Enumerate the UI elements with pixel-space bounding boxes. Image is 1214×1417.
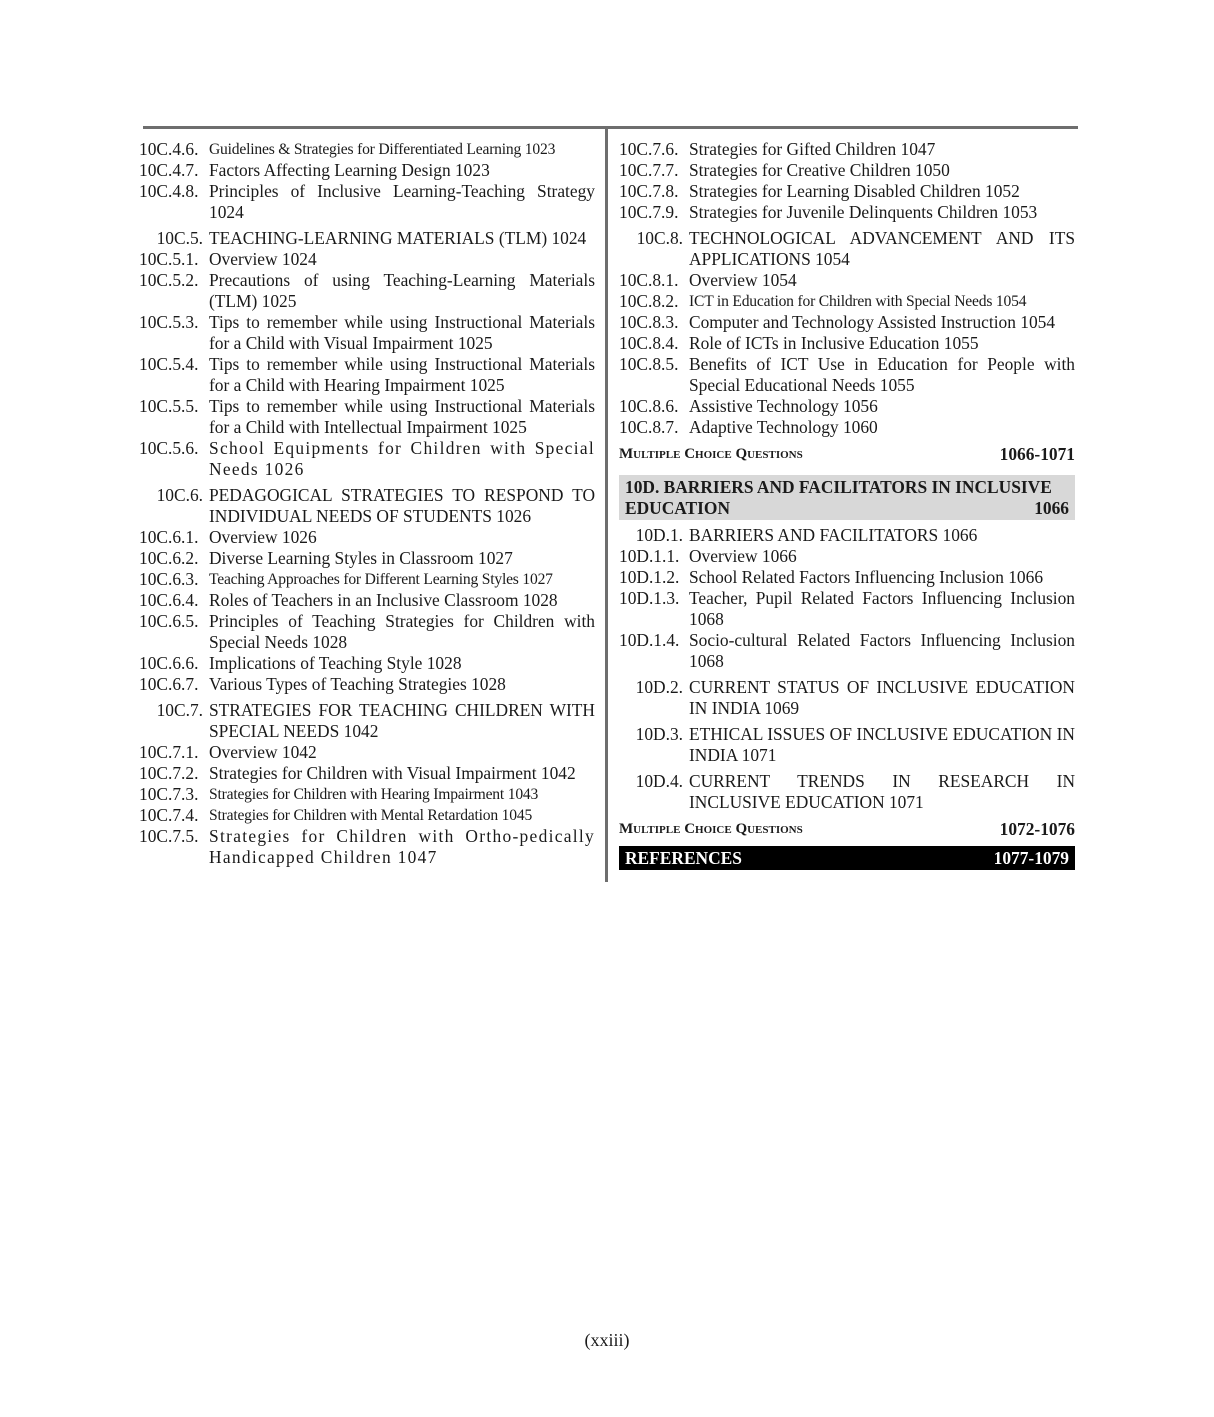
chapter-title-line2: EDUCATION [625, 498, 730, 518]
entry-number: 10C.4.8. [139, 181, 199, 201]
toc-entry[interactable] [139, 763, 595, 784]
entry-title: Strategies for Children with Visual Impairment 1042 [209, 763, 576, 783]
entry-title: CURRENT TRENDS IN RESEARCH IN INCLUSIVE EDUCATION 1071 [689, 771, 1075, 812]
toc-entry[interactable] [139, 590, 595, 611]
entry-title: Benefits of ICT Use in Education for People with Special Educational Needs 1055 [689, 354, 1075, 395]
mcq-label: Multiple Choice Questions [619, 446, 803, 462]
entry-title: Principles of Teaching Strategies for Children with Special Needs 1028 [209, 611, 595, 652]
entry-title: Precautions of using Teaching-Learning Materials (TLM) 1025 [209, 270, 595, 311]
toc-entry[interactable] [139, 396, 595, 438]
entry-title: Strategies for Gifted Children 1047 [689, 139, 936, 159]
entry-title: BARRIERS AND FACILITATORS 1066 [689, 525, 978, 545]
entry-title: Tips to remember while using Instructional Materials for a Child with Hearing Impairment 1025 [209, 354, 595, 395]
entry-number: 10C.8.3. [619, 312, 679, 332]
toc-entry[interactable] [139, 270, 595, 312]
entry-number: 10C.6.6. [139, 653, 199, 673]
entry-title: Overview 1026 [209, 527, 317, 547]
mcq-pages: 1066-1071 [999, 444, 1075, 464]
toc-entry[interactable] [619, 567, 1075, 588]
toc-entry[interactable] [139, 139, 595, 160]
toc-entry[interactable] [619, 160, 1075, 181]
entry-number: 10C.8.5. [619, 354, 679, 374]
toc-entry[interactable] [139, 249, 595, 270]
page-number: (xxiii) [584, 1330, 630, 1350]
entry-number: 10C.8. [636, 228, 683, 248]
entry-title: Role of ICTs in Inclusive Education 1055 [689, 333, 979, 353]
entry-title: Tips to remember while using Instructional Materials for a Child with Intellectual Impairment 1025 [209, 396, 595, 437]
entry-number: 10C.6.5. [139, 611, 199, 631]
toc-entry[interactable] [619, 630, 1075, 672]
entry-title: Diverse Learning Styles in Classroom 1027 [209, 548, 513, 568]
toc-entry[interactable] [139, 611, 595, 653]
entry-number: 10C.5.1. [139, 249, 199, 269]
entry-title: Strategies for Learning Disabled Children 1052 [689, 181, 1020, 201]
entry-number: 10C.5.5. [139, 396, 199, 416]
entry-number: 10D.3. [635, 724, 683, 744]
entry-number: 10D.4. [635, 771, 683, 791]
entry-number: 10C.8.1. [619, 270, 679, 290]
toc-entry[interactable] [619, 525, 1075, 546]
entry-title: Assistive Technology 1056 [689, 396, 878, 416]
entry-title: Principles of Inclusive Learning-Teaching Strategy 1024 [209, 181, 595, 222]
entry-number: 10C.6. [156, 485, 203, 505]
entry-title: PEDAGOGICAL STRATEGIES TO RESPOND TO INDIVIDUAL NEEDS OF STUDENTS 1026 [209, 485, 595, 526]
entry-number: 10C.5.2. [139, 270, 199, 290]
chapter-page: 1066 [1034, 498, 1069, 518]
entry-title: Adaptive Technology 1060 [689, 417, 878, 437]
entry-title: STRATEGIES FOR TEACHING CHILDREN WITH SPECIAL NEEDS 1042 [209, 700, 595, 741]
toc-entries-group-10d [619, 525, 1075, 813]
toc-left-column [139, 139, 595, 868]
toc-entry[interactable] [619, 181, 1075, 202]
entry-title: Computer and Technology Assisted Instruction 1054 [689, 312, 1056, 332]
entry-number: 10D.1.4. [619, 630, 680, 650]
entry-title: School Related Factors Influencing Inclusion 1066 [689, 567, 1044, 587]
entry-title: Socio-cultural Related Factors Influencing Inclusion 1068 [689, 630, 1075, 671]
entry-number: 10C.7.8. [619, 181, 679, 201]
entry-number: 10C.5.3. [139, 312, 199, 332]
entry-title: TECHNOLOGICAL ADVANCEMENT AND ITS APPLICATIONS 1054 [689, 228, 1075, 269]
entry-number: 10C.8.7. [619, 417, 679, 437]
toc-entry[interactable] [139, 527, 595, 548]
toc-entry[interactable] [139, 805, 595, 826]
entry-title: ETHICAL ISSUES OF INCLUSIVE EDUCATION IN INDIA 1071 [689, 724, 1075, 765]
toc-entry[interactable] [619, 354, 1075, 396]
toc-entry[interactable] [139, 569, 595, 590]
toc-entry[interactable] [619, 312, 1075, 333]
entry-number: 10D.1.2. [619, 567, 680, 587]
entry-number: 10C.6.1. [139, 527, 199, 547]
toc-entry[interactable] [139, 228, 595, 249]
entry-number: 10D.1. [635, 525, 683, 545]
toc-entry[interactable] [619, 588, 1075, 630]
entry-title: Teaching Approaches for Different Learning Styles 1027 [209, 571, 553, 588]
entry-title: Strategies for Juvenile Delinquents Children 1053 [689, 202, 1038, 222]
entry-number: 10D.1.1. [619, 546, 680, 566]
entry-number: 10C.5.6. [139, 438, 199, 458]
chapter-title-line1: 10D. BARRIERS AND FACILITATORS IN INCLUSIVE [625, 477, 1052, 497]
toc-entry[interactable] [139, 312, 595, 354]
references-label: REFERENCES [625, 848, 742, 868]
entry-title: ICT in Education for Children with Special Needs 1054 [689, 293, 1027, 310]
toc-entry[interactable] [139, 784, 595, 805]
entry-number: 10C.6.7. [139, 674, 199, 694]
entry-title: Strategies for Children with Ortho-pedically Handicapped Children 1047 [209, 826, 595, 867]
mcq-pages: 1072-1076 [999, 819, 1075, 839]
entry-number: 10C.7.5. [139, 826, 199, 846]
entry-number: 10C.5. [156, 228, 203, 248]
toc-entry[interactable] [619, 677, 1075, 719]
entry-number: 10C.7.3. [139, 784, 199, 804]
toc-entry[interactable] [139, 485, 595, 527]
toc-entry[interactable] [139, 354, 595, 396]
entry-title: Teacher, Pupil Related Factors Influencing Inclusion 1068 [689, 588, 1075, 629]
toc-entry[interactable] [139, 438, 595, 480]
toc-entry[interactable] [619, 546, 1075, 567]
toc-entry[interactable] [139, 653, 595, 674]
entry-number: 10D.2. [635, 677, 683, 697]
toc-entry[interactable] [619, 417, 1075, 438]
entry-title: Implications of Teaching Style 1028 [209, 653, 462, 673]
toc-entries-group-10c [619, 139, 1075, 438]
chapter-heading-10d[interactable] [619, 475, 1075, 520]
toc-entry[interactable] [619, 291, 1075, 312]
entry-number: 10C.6.2. [139, 548, 199, 568]
references-pages: 1077-1079 [993, 848, 1069, 868]
entry-title: Overview 1066 [689, 546, 797, 566]
toc-entry[interactable] [619, 724, 1075, 766]
entry-title: Guidelines & Strategies for Differentiated Learning 1023 [209, 141, 556, 158]
entry-number: 10C.8.4. [619, 333, 679, 353]
entry-title: TEACHING-LEARNING MATERIALS (TLM) 1024 [209, 228, 587, 248]
entry-title: Roles of Teachers in an Inclusive Classroom 1028 [209, 590, 558, 610]
column-divider [605, 126, 608, 882]
entry-number: 10C.7.6. [619, 139, 679, 159]
entry-number: 10C.8.6. [619, 396, 679, 416]
toc-entry[interactable] [139, 548, 595, 569]
entry-number: 10C.7.7. [619, 160, 679, 180]
entry-number: 10C.7.4. [139, 805, 199, 825]
references-row[interactable] [619, 846, 1075, 870]
entry-title: Strategies for Children with Mental Retardation 1045 [209, 807, 533, 824]
entry-title: Overview 1042 [209, 742, 317, 762]
entry-title: Overview 1024 [209, 249, 317, 269]
entry-number: 10C.7.9. [619, 202, 679, 222]
entry-title: Various Types of Teaching Strategies 1028 [209, 674, 506, 694]
entry-title: Strategies for Children with Hearing Impairment 1043 [209, 786, 539, 803]
toc-entry[interactable] [619, 139, 1075, 160]
entry-number: 10C.8.2. [619, 291, 679, 311]
entry-number: 10C.6.3. [139, 569, 199, 589]
entry-number: 10C.7.2. [139, 763, 199, 783]
toc-entry[interactable] [619, 333, 1075, 354]
toc-entry[interactable] [619, 270, 1075, 291]
entry-title: Strategies for Creative Children 1050 [689, 160, 950, 180]
toc-entry[interactable] [139, 826, 595, 868]
toc-entry[interactable] [139, 181, 595, 223]
toc-entry[interactable] [619, 771, 1075, 813]
mcq-label: Multiple Choice Questions [619, 821, 803, 837]
entry-title: CURRENT STATUS OF INCLUSIVE EDUCATION IN INDIA 1069 [689, 677, 1075, 718]
entry-number: 10C.5.4. [139, 354, 199, 374]
entry-title: Factors Affecting Learning Design 1023 [209, 160, 490, 180]
toc-entry[interactable] [619, 202, 1075, 223]
toc-entry[interactable] [139, 674, 595, 695]
toc-entry[interactable] [139, 742, 595, 763]
toc-entry[interactable] [619, 228, 1075, 270]
entry-number: 10C.7. [156, 700, 203, 720]
entry-title: Overview 1054 [689, 270, 797, 290]
toc-entry[interactable] [619, 396, 1075, 417]
entry-number: 10C.6.4. [139, 590, 199, 610]
entry-title: School Equipments for Children with Special Needs 1026 [209, 438, 595, 479]
top-rule [143, 126, 1078, 129]
entry-number: 10D.1.3. [619, 588, 680, 608]
entry-number: 10C.7.1. [139, 742, 199, 762]
toc-entry[interactable] [139, 700, 595, 742]
toc-entry[interactable] [139, 160, 595, 181]
mcq-row-2[interactable] [619, 818, 1075, 840]
toc-right-column [619, 139, 1075, 870]
entry-title: Tips to remember while using Instructional Materials for a Child with Visual Impairment 1025 [209, 312, 595, 353]
mcq-row-1[interactable] [619, 443, 1075, 465]
entry-number: 10C.4.7. [139, 160, 199, 180]
entry-number: 10C.4.6. [139, 139, 199, 159]
